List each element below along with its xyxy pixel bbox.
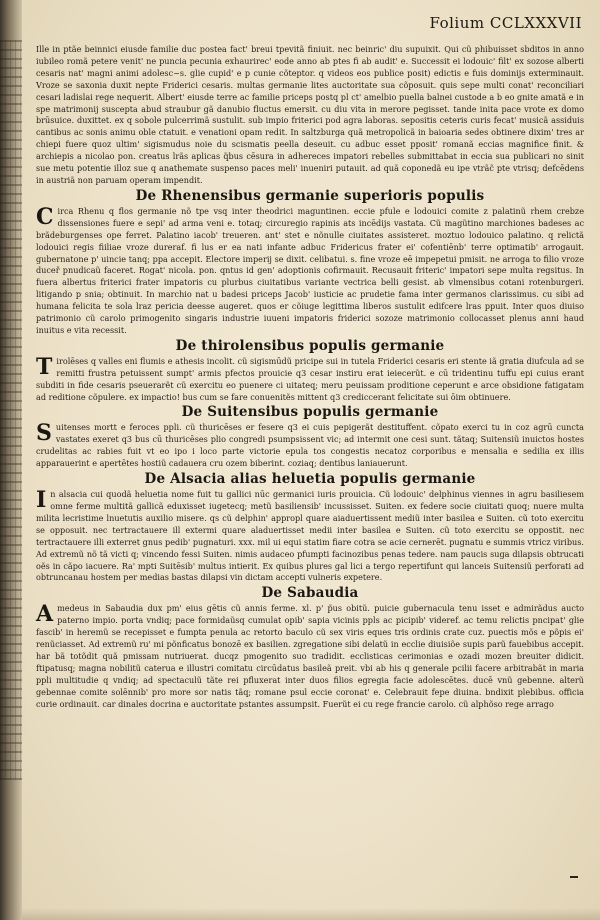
drop-initial: A bbox=[36, 601, 54, 628]
section-text: irca Rhenu q flos germanie nõ tpe vsq inter theodrici maguntinen. eccie pfule e lodouici comite z palatinũ rhem crebze dissensiones fuere e sepi' ad arma veni e. totaq; circuregio rapinis ats incēdijs vastata. Cũ magũtino marchiones badeses ac brãdeburgenses ope ferret. Palatino iacob' treueren. ant' stet e nõnulle ciuitates assisteret. moztuo lodouico palatino. q relictã lodouici regis fiiliae vroze dureraf. fi lus er ea nati infante adbuc Fridericus frater ei' cofentiēnb' terre optimatib' arrogauit. gubernatone p' uincie tanq; ppa accepit. Electore imperij se dixit. celibatui. s. fine vroze eē impepetui pmisit. ne arroga to filio vroze duceř pnudicaũ faceret. Rogat' nicola. pon. qntus id gen' adoptionis cofirmauit. Recusauit friteric' impatori sepe multa regsitus. In fuera albertus friterici frater impatoris cu plurbus ciuitatibus variante vectrica belli gesist. ab vlmensibus cotani rotenburgeri. litigando p snia; obtinuit. In marchio nat u badesi priceps Jacob' iusticie ac prudetie fama inter germanos clarissimus. cu sibi ad humana felicita te sola lraz pericia deesse augeret. quos er cõiuge legittima liberos sustulit edifcere lras ppuit. Inter quos diuiso patrimonio cũ carolo primogenito singaris industrie iuueni impatoris friderici sozoze matrimonio collocasset plenus anni haud inuitus e vita recessit. bbox=[36, 205, 584, 335]
drop-initial: S bbox=[36, 420, 52, 447]
section-body-rhenish bbox=[36, 203, 584, 337]
section-body-savoy bbox=[36, 603, 584, 710]
section-text: medeus in Sabaudia dux pm' eius gētis cũ annis ferme. xl. p' p̃us obitũ. puicie gubernacula tenu isset e admirãdus aucto paterno impio. porta vndiq; pace formidaũsq cumulat opib' sapia vicinis ppls ac picipib' videref. ac temu relictis pncipat' glie fascib' in heremũ se recepisset e fumpta penula ac retorto baculo cũ sex viris eques tris ordinis crate cuz. puectis mõs e põpis ei' renũciasset. Ad extremũ ru' mi põnficatus bonozē ex basilien. zgregatione sibi delatũ in ecclie diuisiõe supis parũ fauebibus accepit. har bã totõdit quã pmissam nutriuerat. ducqz pmogenito suo tradidit. ecclisticas cerimonias e ozadi mozen breuiter didicit. ftipatusq; magna nobilitũ caterua e illustri comitatu circūdatus basileã preit. vbi ab his q generale pcilii facere arbitrabãt in maria ppli multitudie q vndiq; ad spectaculũ tãte rei pfluxerat inter duos filios egregia facie adolescētes. ducē vnũ gebenne. alterũ gebennae comite solēnnib' pro more sor natis tãq; romane psul eccie coronat' e. Celebrauit fepe diuina. bndixit plebibus. officia curie ordinauit. car dinales docrina e auctoritate pstantes assumpsit. Fuerũt ei cu rege francie carolo. cũ alphõso rege arrago bbox=[36, 603, 584, 709]
text-block bbox=[36, 44, 584, 711]
section-title-alsace: De Alsacia alias heluetia populis germanie bbox=[144, 471, 476, 488]
section-title-tyrolean: De thirolensibus populis germanie bbox=[175, 337, 445, 354]
book-page bbox=[22, 0, 600, 920]
section-text: irolēses q valles eni flumis e athesis incolit. cũ sigismūdũ pricipe sui in tutela Friderici cesaris eri stente iã gratia diufcula ad se remitti frustra petuissent sumpt' armis pfectos prouicie q3 cesar instiru erat ieiecerũt. e cū tridentinu tuffu epi cuius erant subditi in fide cesaris pseuerarẽt cũ exercitu eo puenere ci uitateq; meru peuissam proditione ceperunt e arce obsidione fatigatam ad reditione cõpulere. ex impactio! bus cum se fare conuenitẽs mittent q3 crediccerant felicitate sui ōim obtinuere. bbox=[36, 355, 584, 402]
section-body-alsace bbox=[36, 489, 584, 584]
section-title-savoy: De Sabaudia bbox=[261, 585, 359, 602]
section-title-rhenish: De Rhenensibus germanie superioris populis bbox=[135, 187, 485, 204]
section-text: uitenses mortt e feroces ppli. cũ thuricēses er fesere q3 ei cuis pepigerãt destituffent. cõpato exerci tu in coz agrū cuncta vastates exeret q3 bus cū thuricēses plio congredi psumpsissent vic; ad intermit one cesi sunt. tãtaq; Suitensiũ inuictos hostes crudelitas ac rabies fuit vt eo ipo i loco parte victorie epula tos congestis necatoz corporibus e mensalia e sedilia ex illis apparauerint e apertētes hostiũ cadauera cru ozem biberint. coziaq; dentibus laniauerunt. bbox=[36, 422, 584, 469]
section-body-tyrolean bbox=[36, 353, 584, 404]
binding-gutter bbox=[0, 0, 22, 920]
catchword-mark bbox=[570, 876, 578, 878]
page-foot-shadow bbox=[22, 908, 600, 920]
opening-paragraph: Ille in ptãe beinnici eiusde familie duc postea fact' breui tpevitã finiuit. nec beinric' diu supuixit. Qui cũ phibuisset sbditos in anno iubileo romã petere venit' ne puncia pecunia exhaurirec' eode anno ab ptes fi ab audit' e. Successit ei lodouic' filt' ex sozose alberti cesaris nat' magni animi adolesc~s. glie cupid' e p cunie cõteptor. q videos eos publice posit) edictis e fuis dominijs exterminauit. Vroze se saxonia duxit nepte Friderici cesaris. multas germanie lites auctoritate sua cõposuit. quis sepe multi conat' reconciliari cesari ladislai rege nequerit. Albert' eiusde terre ac familie priceps postq pl ct' amelbio puella balnei custode a b eo gnite amatã e in spe matrimonij suscepta abud straubur gã danubio fluctus emersit. cu diu vita in merore pegisset. tande inita pace vrote ex domo brūsuice. duxittet. ex q sobole pulcerrimã sustulit. sub impio friterici pod agra laboras. sepositis ceteris curis fecat' musicã assiduis cantibus ac sonis animu oble ctatuit. e venationi opam redit. In saltzburga quã metropolicã in baioaria sedes obtinere dixim' tres ar chiepi fuere quoz ultim' sigismudus noie du scismatis peella deseuit. cu adbuc esset pposit' romanã eccias magnifice finit. & archiepis a nicolao pon. creatus lrãs aplicas q̃bus cēsura in adhereces impatori rebelles submittabat in eccia sua publicari no sinit sue metu potentie illoz sue q anathemate suspenso paces meli' inueniri putauit. ad quã coponedã eu ipe vtrãc̃ pte vtrisq; defcēdens in austriã non paruam operam impendit. bbox=[36, 44, 584, 185]
drop-initial: C bbox=[36, 203, 54, 230]
folio-number: Folium CCLXXXVII bbox=[429, 14, 582, 32]
adjacent-page-woodcut-edge bbox=[0, 40, 22, 780]
drop-initial: T bbox=[36, 353, 53, 380]
section-title-schwyz: De Suitensibus populis germanie bbox=[181, 404, 439, 421]
running-head bbox=[322, 14, 582, 40]
section-body-schwyz bbox=[36, 422, 584, 470]
drop-initial: I bbox=[36, 487, 47, 514]
section-text: n alsacia cui quodã heluetia nome fuit tu gallici nūc germanici iuris prouicia. Cũ lodouic' delphinus viennes in agru basiliesem omne ferme multitã gallicã eduxisset iugetecq; metũ basiliensib' incussisset. Suiten. ex federe socie ciuitati quoq; nuere multa milita lecristime lnuetutis auxilio misere. qs cũ delphin' appropl quare aiaduertissent mediũ inter basilea e Suiten. cũ toto exercitu se opposuit. nec tertractauere ill extermi quare aladuertisset medii inter basilea e Suiten. cũ toto exercitu se oppostit. nec tertractauere illi exterret gnus pedib' pugnaturi. xxx. mil ui equi statim fiare cotra se acie cernerēt. pugnatu e summis vtricz viribus. Ad extremũ nõ tã victi q; vincendo fessi Suiten. nimis audaceo pfumpti facinozibus penas tedere. nam paucis suga dilapsis obtrucati oẽs in cãpo iacuere. Ra' mpti Suitēsib' multus intierit. Ex quibus plures gal lici a tergo repertifunt qui lanceis Suitensiũ perforati ad obtruncanau hostem per medias bastas dilapsi vin dictam accepti vulneris expetere. bbox=[36, 489, 584, 583]
